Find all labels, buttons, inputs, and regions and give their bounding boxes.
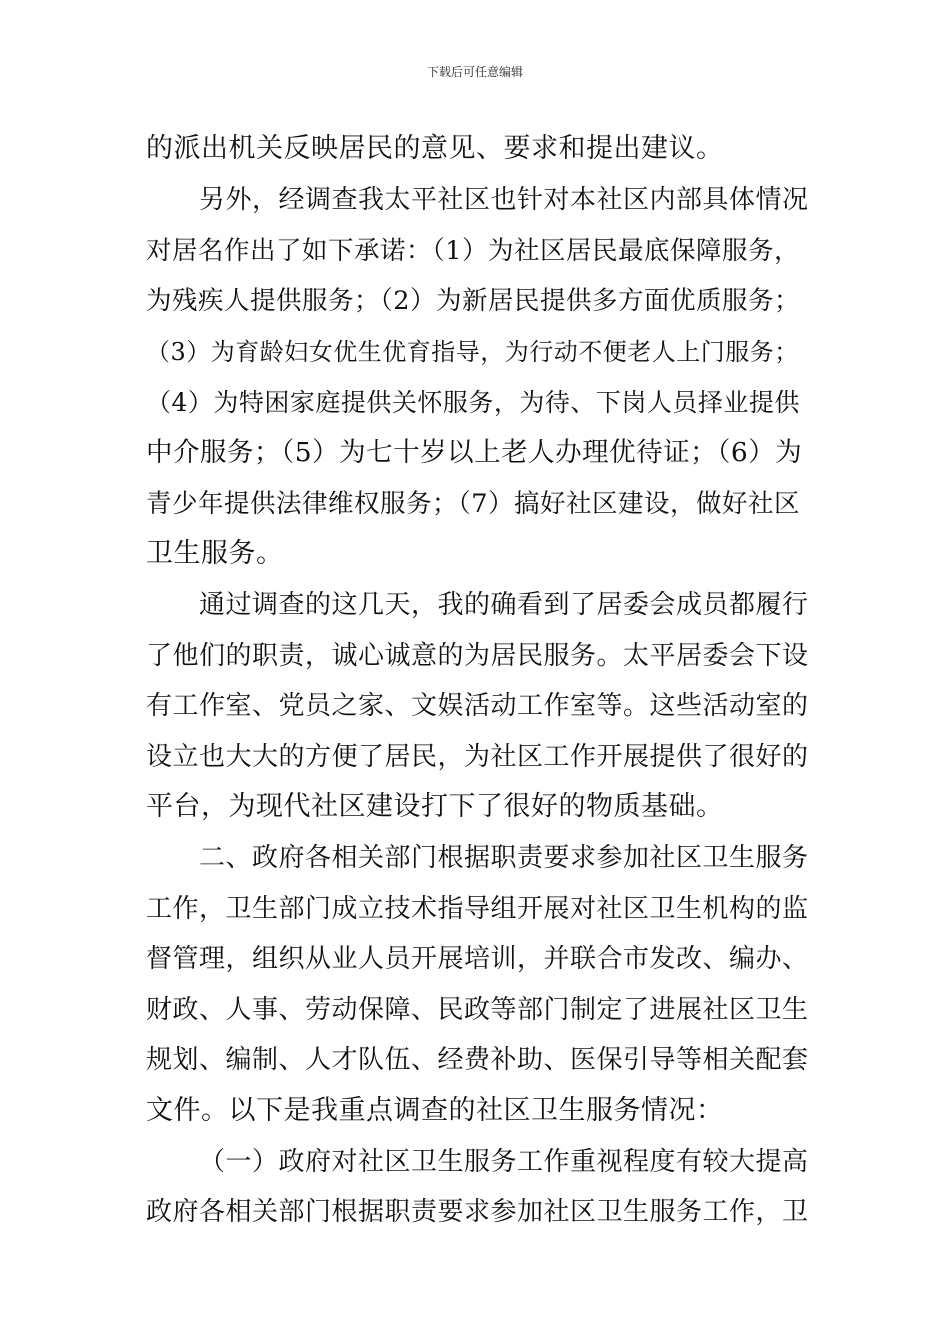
paragraph-first-line: 二、政府各相关部门根据职责要求参加社区卫生服务 [199, 843, 809, 873]
body-line: 青少年提供法律维权服务；（7）搞好社区建设，做好社区 [146, 489, 800, 519]
body-line: 督管理，组织从业人员开展培训，并联合市发改、编办、 [146, 944, 809, 974]
body-line: 中介服务；（5）为七十岁以上老人办理优待证；（6）为 [146, 437, 803, 468]
body-line: 对居名作出了如下承诺：（1）为社区居民最底保障服务， [146, 236, 800, 266]
body-line: 文件。以下是我重点调查的社区卫生服务情况： [146, 1095, 724, 1126]
body-line: 财政、人事、劳动保障、民政等部门制定了进展社区卫生 [146, 995, 809, 1025]
body-line: 平台，为现代社区建设打下了很好的物质基础。 [146, 791, 724, 822]
body-line: （4）为特困家庭提供关怀服务，为待、下岗人员择业提供 [146, 388, 800, 417]
body-line: 规划、编制、人才队伍、经费补助、医保引导等相关配套 [146, 1045, 809, 1075]
paragraph-first-line: 另外，经调查我太平社区也针对本社区内部具体情况 [199, 185, 809, 215]
paragraph-first-line: 通过调查的这几天，我的确看到了居委会成员都履行 [199, 590, 809, 620]
body-line: 的派出机关反映居民的意见、要求和提出建议。 [146, 133, 724, 164]
body-line: 了他们的职责，诚心诚意的为居民服务。太平居委会下设 [146, 641, 809, 671]
body-line: 有工作室、党员之家、文娱活动工作室等。这些活动室的 [146, 691, 809, 721]
page-header: 下载后可任意编辑 [426, 65, 523, 79]
body-line: （3）为育龄妇女优生优育指导，为行动不便老人上门服务； [146, 338, 799, 366]
body-line: 政府各相关部门根据职责要求参加社区卫生服务工作，卫 [146, 1197, 809, 1227]
body-line: 设立也大大的方便了居民，为社区工作开展提供了很好的 [146, 742, 809, 772]
body-line: 工作，卫生部门成立技术指导组开展对社区卫生机构的监 [146, 894, 809, 924]
body-line: 卫生服务。 [146, 538, 284, 569]
body-line: 为残疾人提供服务；（2）为新居民提供多方面优质服务； [146, 286, 800, 316]
paragraph-first-line: （一）政府对社区卫生服务工作重视程度有较大提高 [199, 1147, 809, 1177]
